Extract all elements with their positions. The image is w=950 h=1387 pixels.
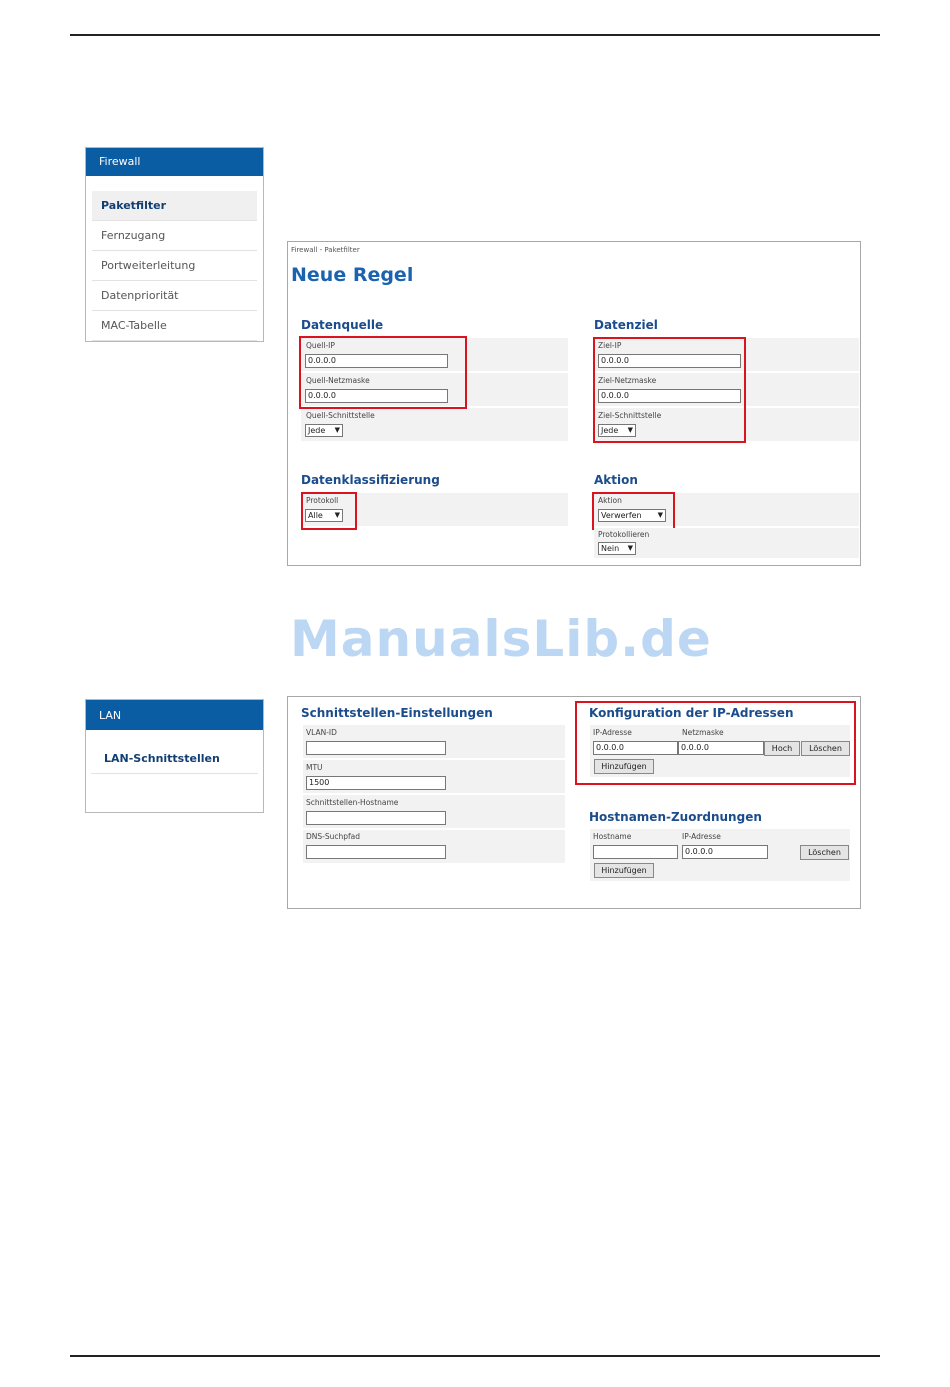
menu-item-lan-schnittstellen[interactable]: LAN-Schnittstellen	[91, 744, 258, 774]
protocol-highlight	[301, 492, 357, 530]
action-highlight	[592, 492, 675, 530]
vlan-input[interactable]	[306, 741, 446, 755]
iface-settings-heading: Schnittstellen-Einstellungen	[301, 706, 493, 720]
hostname-map-ip-label: IP-Adresse	[682, 832, 721, 841]
ip-config-heading: Konfiguration der IP-Adressen	[589, 706, 794, 720]
source-highlight	[299, 336, 467, 409]
log-value: Nein	[601, 544, 620, 553]
source-heading: Datenquelle	[301, 318, 384, 332]
hostname-map-host-label: Hostname	[593, 832, 632, 841]
chevron-down-icon: ▼	[657, 511, 663, 519]
hostname-map-delete-button[interactable]: Löschen	[800, 845, 849, 860]
ip-config-delete-button[interactable]: Löschen	[801, 741, 850, 756]
protocol-label: Protokoll	[306, 496, 339, 505]
breadcrumb: Firewall - Paketfilter	[291, 246, 360, 254]
destination-mask-input[interactable]: 0.0.0.0	[598, 389, 741, 403]
destination-iface-label: Ziel-Schnittstelle	[598, 411, 662, 420]
ip-config-highlight	[575, 701, 856, 785]
lan-settings-panel	[287, 696, 861, 909]
dns-input[interactable]	[306, 845, 446, 859]
destination-heading: Datenziel	[594, 318, 658, 332]
ip-config-ip-label: IP-Adresse	[593, 728, 632, 737]
firewall-menu-title[interactable]: Firewall	[86, 148, 263, 176]
menu-item-paketfilter[interactable]: Paketfilter	[92, 191, 257, 221]
vlan-label: VLAN-ID	[306, 728, 337, 737]
destination-ip-input[interactable]: 0.0.0.0	[598, 354, 741, 368]
menu-item-datenprioritaet[interactable]: Datenpriorität	[92, 281, 257, 311]
mtu-input[interactable]: 1500	[306, 776, 446, 790]
hostname-map-heading: Hostnamen-Zuordnungen	[589, 810, 762, 824]
dns-label: DNS-Suchpfad	[306, 832, 361, 841]
lan-menu-title[interactable]: LAN	[86, 700, 263, 730]
destination-mask-label: Ziel-Netzmaske	[598, 376, 657, 385]
menu-item-portweiterleitung[interactable]: Portweiterleitung	[92, 251, 257, 281]
ip-config-ip-input[interactable]: 0.0.0.0	[593, 741, 678, 755]
destination-ip-label: Ziel-IP	[598, 341, 622, 350]
watermark: ManualsLib.de	[290, 610, 712, 668]
source-mask-input[interactable]: 0.0.0.0	[305, 389, 448, 403]
destination-iface-value: Jede	[601, 426, 619, 435]
ip-config-mask-input[interactable]: 0.0.0.0	[678, 741, 764, 755]
action-label: Aktion	[598, 496, 622, 505]
up-button[interactable]: Hoch	[764, 741, 800, 756]
log-select[interactable]	[598, 542, 636, 555]
source-ip-label: Quell-IP	[306, 341, 335, 350]
source-ip-input[interactable]: 0.0.0.0	[305, 354, 448, 368]
menu-item-mac-tabelle[interactable]: MAC-Tabelle	[92, 311, 257, 341]
source-iface-value: Jede	[308, 426, 326, 435]
page-title: Neue Regel	[291, 264, 414, 286]
protocol-value: Alle	[308, 511, 323, 520]
log-label: Protokollieren	[598, 530, 650, 539]
source-mask-label: Quell-Netzmaske	[306, 376, 370, 385]
ip-config-mask-label: Netzmaske	[682, 728, 724, 737]
destination-highlight	[593, 337, 746, 443]
mtu-label: MTU	[306, 763, 323, 772]
source-iface-label: Quell-Schnittstelle	[306, 411, 375, 420]
firewall-rule-panel	[287, 241, 861, 566]
hostname-map-ip-input[interactable]: 0.0.0.0	[682, 845, 768, 859]
ip-config-add-button[interactable]: Hinzufügen	[594, 759, 654, 774]
top-rule	[70, 34, 880, 36]
chevron-down-icon: ▼	[334, 511, 340, 519]
chevron-down-icon: ▼	[627, 544, 633, 552]
source-iface-select[interactable]	[305, 424, 343, 437]
action-value: Verwerfen	[601, 511, 642, 520]
chevron-down-icon: ▼	[627, 426, 633, 434]
classification-heading: Datenklassifizierung	[301, 473, 440, 487]
chevron-down-icon: ▼	[334, 426, 340, 434]
iface-hostname-label: Schnittstellen-Hostname	[306, 798, 399, 807]
menu-item-fernzugang[interactable]: Fernzugang	[92, 221, 257, 251]
bottom-rule	[70, 1355, 880, 1357]
hostname-map-host-input[interactable]	[593, 845, 678, 859]
lan-menu	[85, 699, 264, 813]
action-heading: Aktion	[594, 473, 638, 487]
firewall-menu	[85, 147, 264, 342]
iface-hostname-input[interactable]	[306, 811, 446, 825]
hostname-map-add-button[interactable]: Hinzufügen	[594, 863, 654, 878]
